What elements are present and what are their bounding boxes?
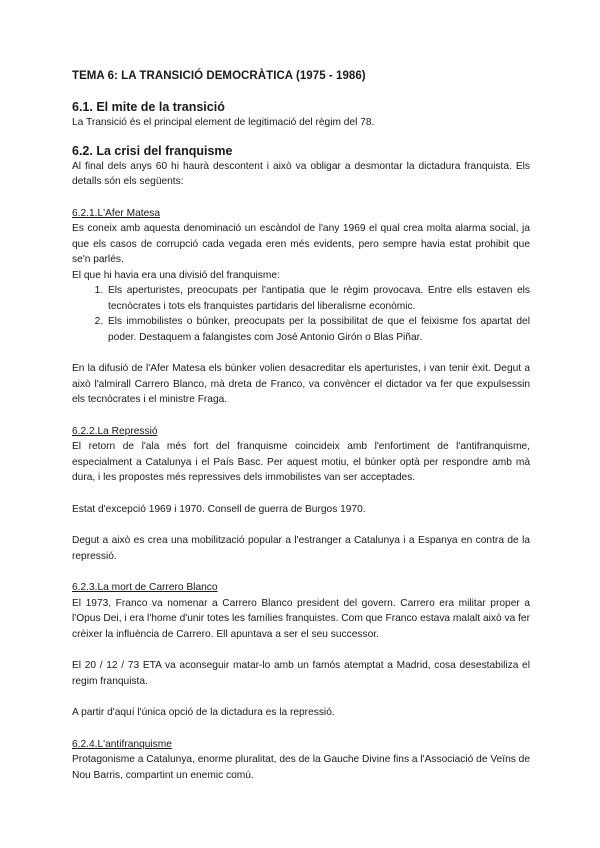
carrero-paragraph-1: El 1973, Franco va nomenar a Carrero Blanco president del govern. Carrero era militar proper a l'Opus Dei, i era l'home d'unir totes les famílies franquistes. Com que Franco estava malalt això va fer crèixer la influència de Carrero. Ell apuntava a ser el seu successor.: [72, 597, 530, 640]
section-6-1-heading: 6.1. El mite de la transició: [72, 100, 225, 114]
subsection-carrero-heading: 6.2.3.La mort de Carrero Blanco: [72, 582, 218, 593]
repressio-paragraph-3: Degut a això es crea una mobilització popular a l'estranger a Catalunya i a Espanya en contra de la repressió.: [72, 535, 530, 562]
repressio-paragraph-2: Estat d'excepció 1969 i 1970. Consell de guerra de Burgos 1970.: [72, 503, 366, 515]
matesa-paragraph-3: En la difusió de l'Afer Matesa els búnker volien desacreditar els aperturistes, i van tenir èxit. Degut a això l'almirall Carrero Blanco, mà dreta de Franco, va convèncer el dictador va fer que expulsessin els tecnòcrates i el ministre Fraga.: [72, 363, 530, 405]
document-title: TEMA 6: LA TRANSICIÓ DEMOCRÀTICA (1975 - 1986): [72, 70, 366, 82]
section-6-1-text: La Transició és el principal element de legitimació del règim del 78.: [72, 117, 375, 128]
matesa-paragraph-2: El que hi havia era una divisió del franquisme:: [72, 269, 280, 281]
matesa-paragraph-1: Es coneix amb aquesta denominació un escàndol de l'any 1969 el qual crea molta alarma social, ja que els casos de corrupció cada vegada eren més evidents, pero sempre havia estat prohibit que se'n parlés.: [72, 223, 530, 265]
matesa-list: [72, 283, 530, 345]
section-6-2-intro: Al final dels anys 60 hi haurà descontent i això va obligar a desmontar la dictadura franquista. Els detalls són els següents:: [72, 160, 530, 187]
subsection-matesa-heading: 6.2.1.L'Afer Matesa: [72, 207, 161, 219]
antifranquisme-paragraph-1: Protagonisme a Catalunya, enorme pluralitat, des de la Gauche Divine fins a l'Associació de Veïns de Nou Barris, compartint un enemic comú.: [72, 754, 530, 781]
carrero-paragraph-3: A partir d'aquí l'única opció de la dictadura es la repressió.: [72, 707, 335, 718]
section-6-2-heading: 6.2. La crisi del franquisme: [72, 143, 233, 158]
list-item: 1. Els aperturistes, preocupats per l'antipatia que le règim provocava. Entre ells estaven els tecnòcrates i tots els franquistes partidaris del liberalisme econòmic.: [106, 283, 530, 314]
list-item: 2. Els immobilistes o búnker, preocupats per la possibilitat de que el feixisme fos apartat del poder. Destaquem a falangistes com José Antonio Girón o Blas Piñar.: [106, 314, 530, 345]
repressio-paragraph-1: El retorn de l'ala més fort del franquisme coincideix amb l'enfortiment de l'antifranquisme, especialment a Catalunya i el País Basc. Per aquest motiu, el búnker optà per respondre amb mà dura, i les propostes més repressives dels immobilistes van ser acceptades.: [72, 441, 530, 483]
subsection-repressio-heading: 6.2.2.La Repressió: [72, 425, 158, 437]
carrero-paragraph-2: El 20 / 12 / 73 ETA va aconseguir matar-lo amb un famós atemptat a Madrid, cosa desestabiliza el regim franquista.: [72, 660, 530, 687]
subsection-antifranquisme-heading: 6.2.4.L'antifranquisme: [72, 738, 172, 750]
document-body: [72, 70, 530, 783]
